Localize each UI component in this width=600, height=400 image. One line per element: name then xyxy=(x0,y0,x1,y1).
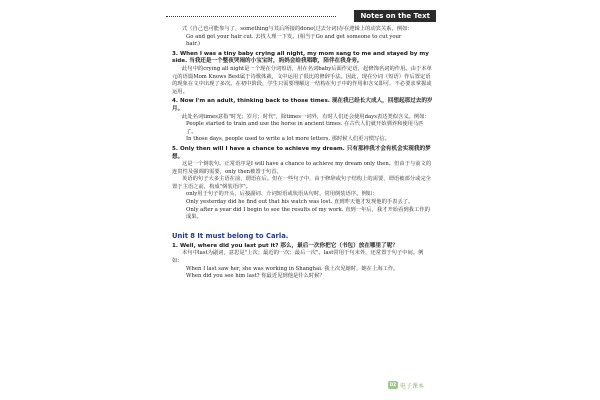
paragraph: 英语的句子大多主语在前，谓语在后。但在一些句子中，由于修辞或句子结构上的需要，谓语被部分或完全置于主语之前，构成"倒装语序"。 xyxy=(172,176,431,190)
example-sentence: In those days, people used to write a lot more letters. 那时候人们更习惯写信。 xyxy=(186,136,390,143)
numbered-note-5: 5. Only then will I have a chance to achieve my dream. 只有那样我才会有机会实现我的梦想。 xyxy=(172,145,431,160)
example-sentence: Only after a year did I begin to see the results of my work. 直到一年后，我才开始看到我工作的成果。 xyxy=(186,206,430,221)
paragraph: 式（自己也可能参与了，something与其后所接的done(过去分词)存在逻辑上的动宾关系。例如： xyxy=(182,26,413,32)
paragraph: 这是一个倒装句。正常语序是I will have a chance to achieve my dream only then。但由于与前文的连贯性及强调的需要，only then被置于句首。 xyxy=(172,161,432,175)
paragraph: 本句中last为副词，意思是"上次；最近的一次；最后一次"。last常用于句末外，还常置于句子中间。例如： xyxy=(172,250,424,265)
example-sentence: When I last saw her, she was working in Shanghai. 我上次见她时，她在上海工作。 xyxy=(186,265,399,272)
numbered-note-4: 4. Now I'm an adult, thinking back to those times. 现在我已经长大成人，回想起那过去的岁月。 xyxy=(172,98,433,112)
example-sentence: When did you see him last? 你最近见到他是什么时候？ xyxy=(186,273,325,280)
document-body xyxy=(172,26,434,281)
unit-heading: Unit 8 It must belong to Carla. xyxy=(172,231,289,240)
page-header xyxy=(166,10,436,22)
example-continuation: hair.) xyxy=(186,41,200,48)
numbered-note-3: 3. When I was a tiny baby crying all night, my mom sang to me and stayed by my side. 当我还是一个整夜哭闹的小宝宝时，妈妈会给我唱歌，陪伴在我身旁。 xyxy=(172,50,429,65)
example-sentence: Go and get your hair cut. 去找人理一下发。(相当于Go and get someone to cut your xyxy=(186,33,402,40)
paragraph: 此处名词times意指"时光；岁月；时代"，除times一词外，有时人们还会使用days表达类似含义。例如： xyxy=(182,113,430,120)
header-dotted-rule xyxy=(166,16,336,17)
numbered-note-1: 1. Well, where did you last put it? 那么，最后一次你把它（书包）放在哪里了呢？ xyxy=(172,242,398,249)
watermark xyxy=(388,380,424,390)
watermark-text: 电子课本 xyxy=(400,382,425,390)
header-title: Notes on the Text xyxy=(354,10,436,22)
dz-logo-icon: DZ xyxy=(389,382,397,387)
example-sentence: Only yesterday did he find out that his watch was lost. 直到昨天他才发现他的手表丢了。 xyxy=(186,199,414,206)
paragraph: 此句中的crying all night是一个现在分词短语，用在名词baby后面作定语，起修饰名词的作用。由于本单元的语篇Mom Knows Best属于诗歌体裁，文中运用了很比的修辞手法。因此，现在分词（短语）作后置定语的现象在文中出现了多次。在初中阶段，学生只需要理解这一结构在句子中的作用和含义即可，不必要求掌握或运用。 xyxy=(172,65,432,95)
example-sentence: People started to train and use the horse in ancient times. 在古代人们就开始驯养和使用马匹了。 xyxy=(186,121,424,135)
example-sentence: only用于句子的开头，后接副词、介词短语或状语从句时，常用倒装语序。例如： xyxy=(186,191,378,198)
